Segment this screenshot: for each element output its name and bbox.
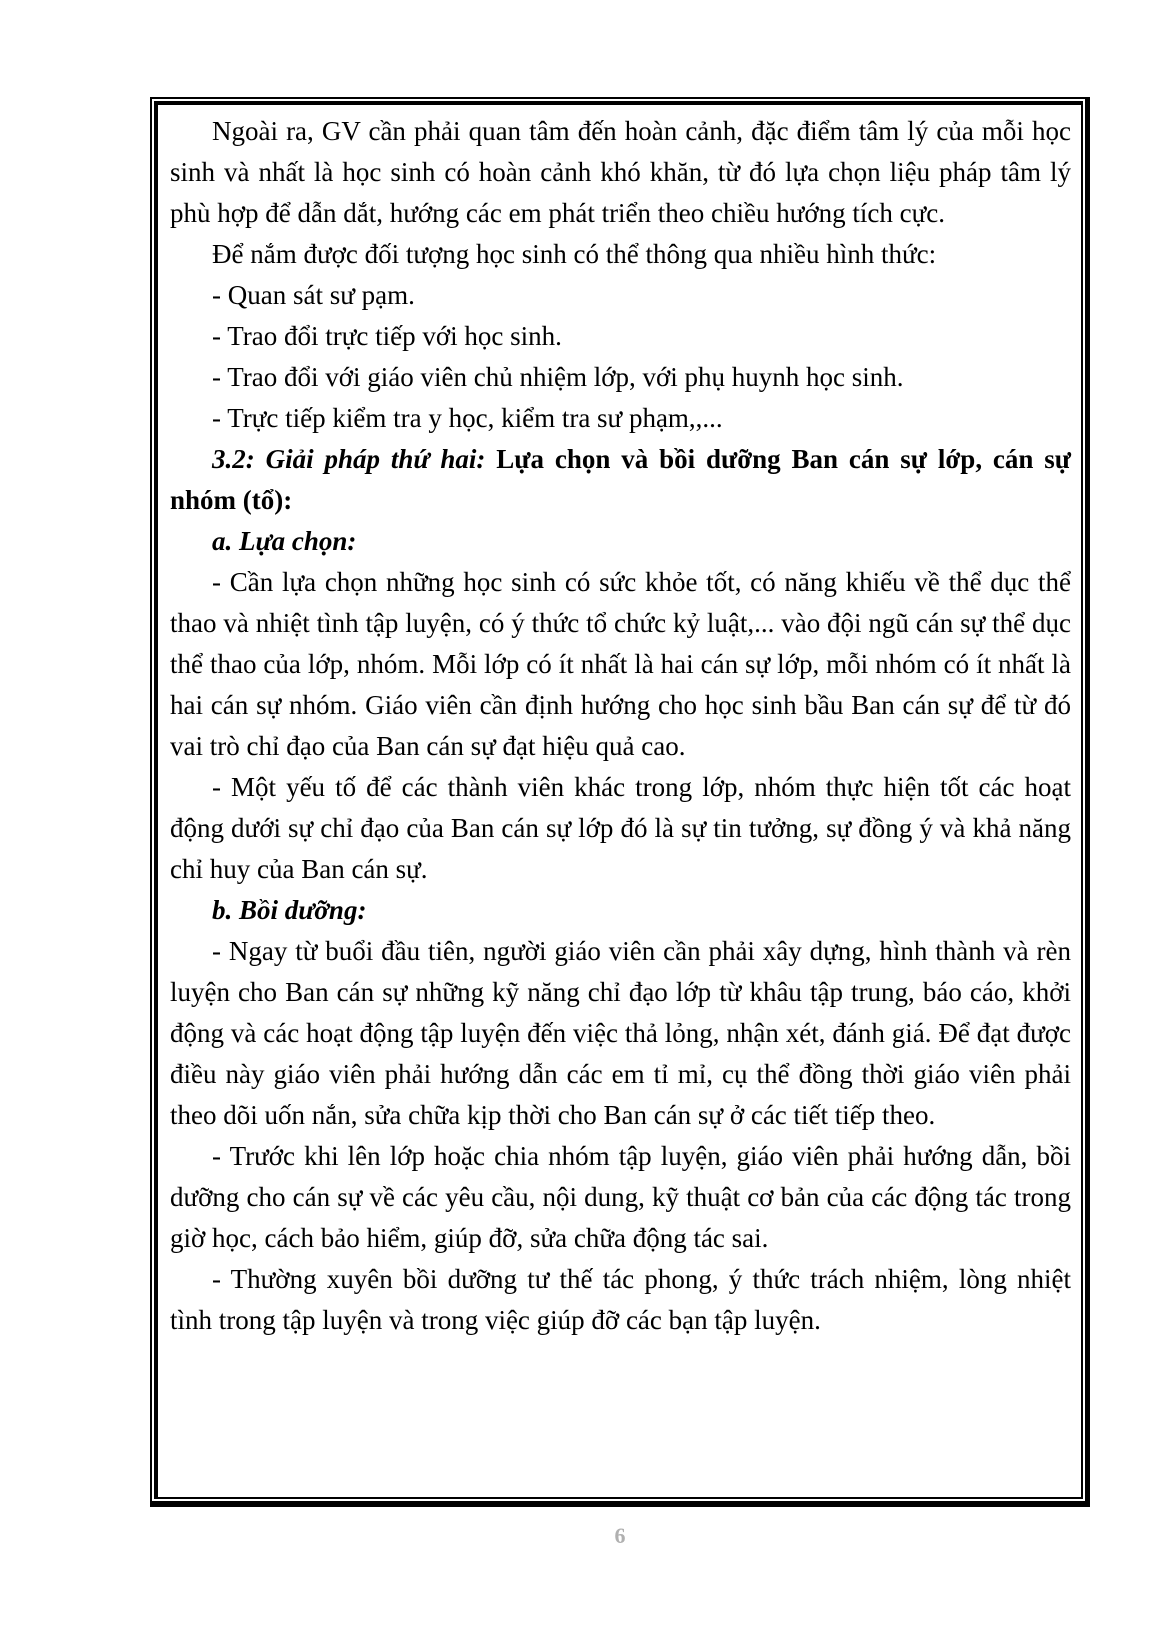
paragraph: Ngoài ra, GV cần phải quan tâm đến hoàn cảnh, đặc điểm tâm lý của mỗi học sinh và nhất là học sinh có hoàn cảnh khó khăn, từ đó lựa chọn liệu pháp tâm lý phù hợp để dẫn dắt, hướng các em phát triển theo chiều hướng tích cực. [170,116,1071,228]
paragraph: - Một yếu tố để các thành viên khác trong lớp, nhóm thực hiện tốt các hoạt động dưới sự chỉ đạo của Ban cán sự lớp đó là sự tin tưởng, sự đồng ý và khả năng chỉ huy của Ban cán sự. [170,772,1071,884]
subheading-b: b. Bồi dưỡng: [212,895,367,925]
paragraph: - Trước khi lên lớp hoặc chia nhóm tập luyện, giáo viên phải hướng dẫn, bồi dưỡng cho cán sự về các yêu cầu, nội dung, kỹ thuật cơ bản của các động tác trong giờ học, cách bảo hiểm, giúp đỡ, sửa chữa động tác sai. [170,1141,1071,1253]
list-item: - Quan sát sư pạm. [212,280,415,310]
page-number: 6 [614,1523,626,1548]
subheading-a: a. Lựa chọn: [212,526,357,556]
list-item: - Trao đổi với giáo viên chủ nhiệm lớp, với phụ huynh học sinh. [212,362,904,392]
section-heading-number: 3.2: Giải pháp thứ hai: [212,444,497,474]
list-item: - Trao đổi trực tiếp với học sinh. [212,321,562,351]
paragraph: - Thường xuyên bồi dưỡng tư thế tác phong, ý thức trách nhiệm, lòng nhiệt tình trong tập luyện và trong việc giúp đỡ các bạn tập luyện. [170,1264,1071,1335]
page-border-outer [150,97,1090,1507]
section-heading-title: Lựa chọn và bồi dưỡng Ban cán sự lớp, cán sự nhóm (tổ): [170,444,1071,515]
document-content [158,105,1081,1341]
paragraph: Để nắm được đối tượng học sinh có thể thông qua nhiều hình thức: [212,239,937,269]
section-heading [170,439,1071,521]
paragraph: - Cần lựa chọn những học sinh có sức khỏe tốt, có năng khiếu về thể dục thể thao và nhiệt tình tập luyện, có ý thức tổ chức kỷ luật,... vào đội ngũ cán sự thể dục thể thao của lớp, nhóm. Mỗi lớp có ít nhất là hai cán sự lớp, mỗi nhóm có ít nhất là hai cán sự nhóm. Giáo viên cần định hướng cho học sinh bầu Ban cán sự để từ đó vai trò chỉ đạo của Ban cán sự đạt hiệu quả cao. [170,567,1071,761]
list-item: - Trực tiếp kiểm tra y học, kiểm tra sư phạm,,... [212,403,723,433]
page-border-inner [154,101,1083,1499]
paragraph: - Ngay từ buổi đầu tiên, người giáo viên cần phải xây dựng, hình thành và rèn luyện cho Ban cán sự những kỹ năng chỉ đạo lớp từ khâu tập trung, báo cáo, khởi động và các hoạt động tập luyện đến việc thả lỏng, nhận xét, đánh giá. Để đạt được điều này giáo viên phải hướng dẫn các em tỉ mỉ, cụ thể đồng thời giáo viên phải theo dõi uốn nắn, sửa chữa kịp thời cho Ban cán sự ở các tiết tiếp theo. [170,936,1071,1130]
